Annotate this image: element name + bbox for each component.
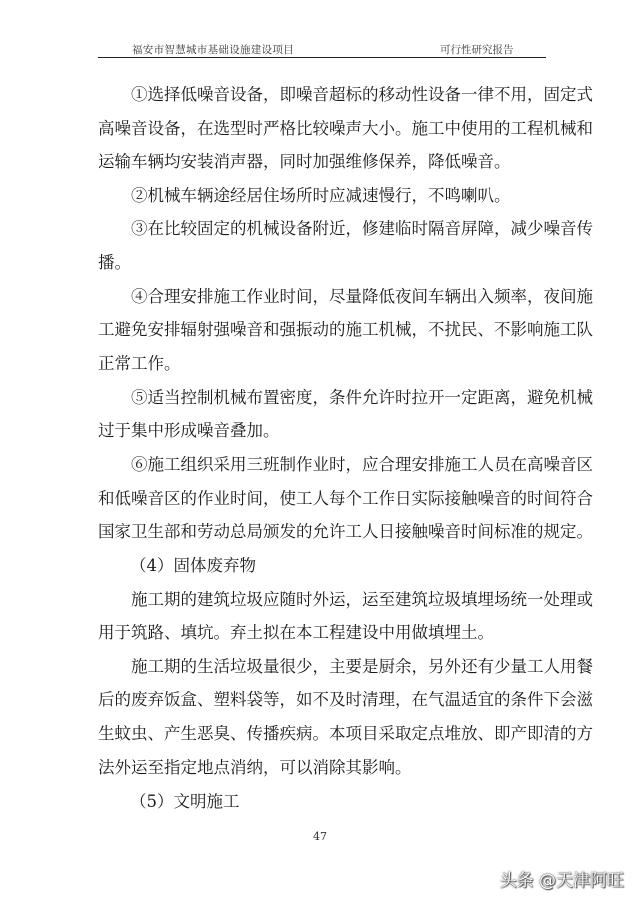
header-project-title: 福安市智慧城市基础设施建设项目 (132, 44, 294, 56)
body-line: 生蚊虫、产生恶臭、传播疾病。本项目采取定点堆放、即产即清的方 (98, 724, 593, 743)
header-divider (98, 57, 546, 58)
body-line: 工避免安排辐射强噪音和强振动的施工机械，不扰民、不影响施工队 (98, 320, 593, 339)
body-line: 后的废弃饭盒、塑料袋等，如不及时清理，在气温适宜的条件下会滋 (98, 690, 593, 709)
body-line: 国家卫生部和劳动总局颁发的允许工人日接触噪音时间标准的规定。 (98, 522, 593, 541)
body-line: ②机械车辆途经居住场所时应减速慢行，不鸣喇叭。 (131, 186, 511, 205)
header-report-type: 可行性研究报告 (440, 44, 514, 56)
body-line: 播。 (98, 253, 131, 272)
body-line: 和低噪音区的作业时间，使工人每个工作日实际接触噪音的时间符合 (98, 489, 593, 508)
body-line: ⑥施工组织采用三班制作业时，应合理安排施工人员在高噪音区 (131, 455, 593, 474)
body-line: 用于筑路、填坑。弃土拟在本工程建设中用做填埋土。 (98, 623, 494, 642)
body-line: ①选择低噪音设备，即噪音超标的移动性设备一律不用，固定式 (131, 85, 593, 104)
section-heading-civilized-construction: （5）文明施工 (130, 792, 240, 811)
body-line: ⑤适当控制机械布置密度，条件允许时拉开一定距离，避免机械 (131, 388, 593, 407)
body-line: 施工期的生活垃圾量很少，主要是厨余，另外还有少量工人用餐 (131, 657, 593, 676)
body-line: 运输车辆均安装消声器，同时加强维修保养，降低噪音。 (98, 152, 511, 171)
page-number: 47 (313, 830, 327, 843)
body-line: 施工期的建筑垃圾应随时外运，运至建筑垃圾填埋场统一处理或 (131, 590, 593, 609)
section-heading-solid-waste: （4）固体废弃物 (130, 556, 256, 575)
watermark: 头条 @天津阿旺 (499, 871, 624, 891)
body-line: ④合理安排施工作业时间，尽量降低夜间车辆出入频率，夜间施 (131, 287, 593, 306)
body-line: 过于集中形成噪音叠加。 (98, 421, 280, 440)
body-line: 正常工作。 (98, 354, 181, 373)
body-line: 法外运至指定地点消纳，可以消除其影响。 (98, 758, 412, 777)
body-line: 高噪音设备，在选型时严格比较噪声大小。施工中使用的工程机械和 (98, 119, 593, 138)
body-line: ③在比较固定的机械设备附近，修建临时隔音屏障，减少噪音传 (131, 219, 593, 238)
